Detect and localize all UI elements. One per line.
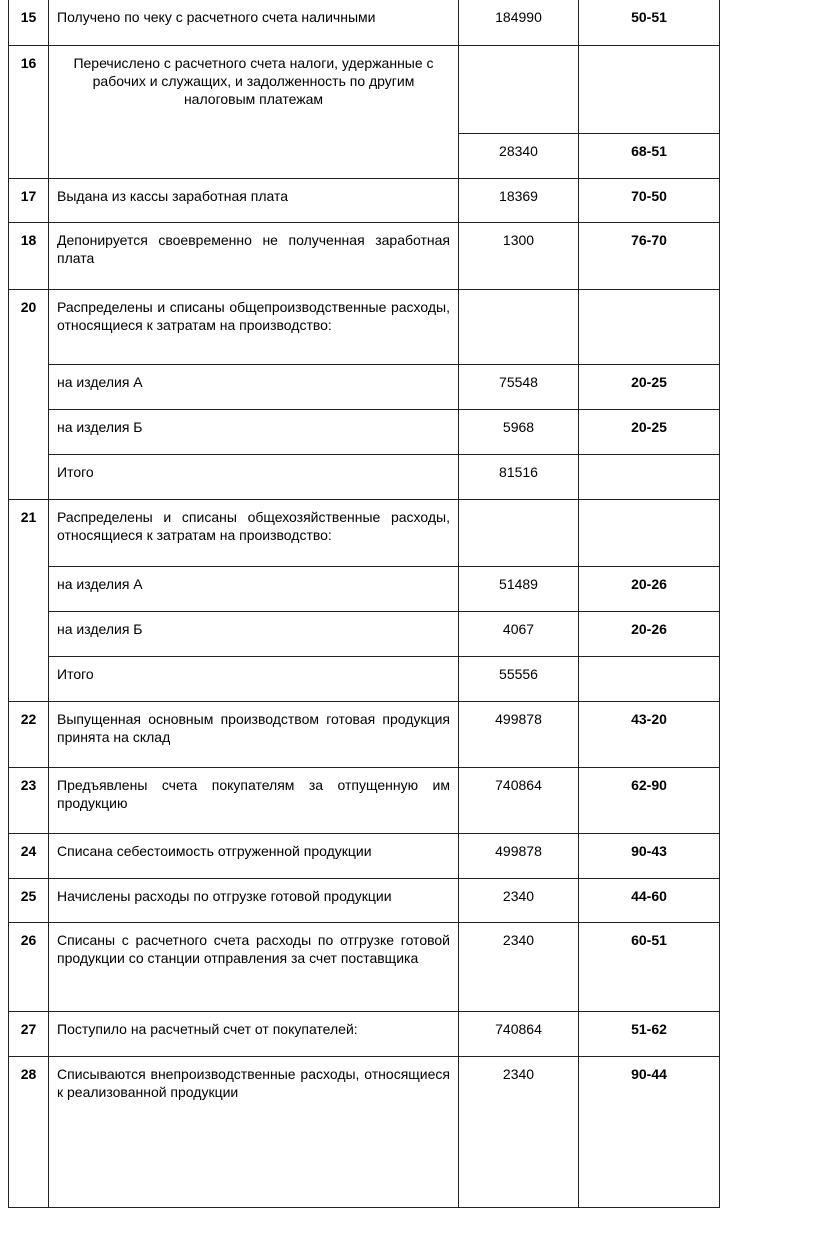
entry-description: Итого xyxy=(49,455,459,500)
entry-amount: 2340 xyxy=(459,879,579,923)
entry-description: Предъявлены счета покупателям за отпущенную им продукцию xyxy=(49,768,459,834)
entry-amount: 499878 xyxy=(459,702,579,768)
entry-account: 43-20 xyxy=(579,702,720,768)
entry-amount: 499878 xyxy=(459,834,579,879)
entry-amount: 81516 xyxy=(459,455,579,500)
entry-description: на изделия А xyxy=(49,365,459,410)
entry-description: Получено по чеку с расчетного счета наличными xyxy=(49,0,459,46)
entry-number: 15 xyxy=(9,0,49,46)
table-row xyxy=(9,657,720,702)
entry-account: 20-25 xyxy=(579,410,720,455)
entry-amount xyxy=(459,500,579,567)
entry-number: 21 xyxy=(9,500,49,702)
entry-amount: 740864 xyxy=(459,768,579,834)
entry-description: Списана себестоимость отгруженной продукции xyxy=(49,834,459,879)
table-row xyxy=(9,879,720,923)
table-row xyxy=(9,223,720,290)
table-row xyxy=(9,702,720,768)
entry-number: 17 xyxy=(9,179,49,223)
transactions-table-body xyxy=(9,0,720,1208)
entry-amount: 1300 xyxy=(459,223,579,290)
entry-description: Списываются внепроизводственные расходы, относящиеся к реализованной продукции xyxy=(49,1057,459,1208)
entry-number: 28 xyxy=(9,1057,49,1208)
entry-amount: 28340 xyxy=(459,134,579,179)
table-row xyxy=(9,46,720,134)
entry-number: 23 xyxy=(9,768,49,834)
entry-account: 51-62 xyxy=(579,1012,720,1057)
entry-amount: 18369 xyxy=(459,179,579,223)
entry-account: 90-44 xyxy=(579,1057,720,1208)
entry-amount: 184990 xyxy=(459,0,579,46)
entry-amount: 740864 xyxy=(459,1012,579,1057)
table-row xyxy=(9,768,720,834)
entry-amount xyxy=(459,290,579,365)
entry-account xyxy=(579,500,720,567)
entry-account xyxy=(579,657,720,702)
entry-amount: 5968 xyxy=(459,410,579,455)
entry-amount xyxy=(459,46,579,134)
entry-account: 90-43 xyxy=(579,834,720,879)
entry-account: 62-90 xyxy=(579,768,720,834)
table-row xyxy=(9,179,720,223)
entry-description: Выдана из кассы заработная плата xyxy=(49,179,459,223)
entry-description: Списаны с расчетного счета расходы по отгрузке готовой продукции со станции отправления за счет поставщика xyxy=(49,923,459,1012)
entry-description: Депонируется своевременно не полученная заработная плата xyxy=(49,223,459,290)
table-row xyxy=(9,410,720,455)
entry-amount: 2340 xyxy=(459,923,579,1012)
entry-number: 25 xyxy=(9,879,49,923)
entry-amount: 51489 xyxy=(459,567,579,612)
entry-account xyxy=(579,290,720,365)
table-row xyxy=(9,567,720,612)
transactions-table xyxy=(8,0,720,1208)
entry-number: 20 xyxy=(9,290,49,500)
entry-description: Выпущенная основным производством готовая продукция принята на склад xyxy=(49,702,459,768)
entry-description: на изделия А xyxy=(49,567,459,612)
entry-account: 60-51 xyxy=(579,923,720,1012)
entry-number: 27 xyxy=(9,1012,49,1057)
entry-description: на изделия Б xyxy=(49,410,459,455)
entry-amount: 55556 xyxy=(459,657,579,702)
entry-account: 68-51 xyxy=(579,134,720,179)
entry-account: 20-25 xyxy=(579,365,720,410)
table-row xyxy=(9,455,720,500)
entry-number: 22 xyxy=(9,702,49,768)
entry-account: 70-50 xyxy=(579,179,720,223)
table-row xyxy=(9,1012,720,1057)
table-row xyxy=(9,612,720,657)
entry-amount: 2340 xyxy=(459,1057,579,1208)
entry-number: 26 xyxy=(9,923,49,1012)
entry-description: Распределены и списаны общехозяйственные расходы, относящиеся к затратам на производство: xyxy=(49,500,459,567)
entry-account: 50-51 xyxy=(579,0,720,46)
table-row xyxy=(9,923,720,1012)
entry-account xyxy=(579,46,720,134)
entry-number: 16 xyxy=(9,46,49,179)
entry-account: 20-26 xyxy=(579,567,720,612)
entry-description: Перечислено с расчетного счета налоги, удержанные с рабочих и служащих, и задолженность по другим налоговым платежам xyxy=(49,46,459,179)
table-row xyxy=(9,290,720,365)
entry-number: 18 xyxy=(9,223,49,290)
entry-description: Начислены расходы по отгрузке готовой продукции xyxy=(49,879,459,923)
entry-account: 20-26 xyxy=(579,612,720,657)
table-row xyxy=(9,500,720,567)
entry-amount: 4067 xyxy=(459,612,579,657)
entry-description: Распределены и списаны общепроизводственные расходы, относящиеся к затратам на производство: xyxy=(49,290,459,365)
entry-description: Итого xyxy=(49,657,459,702)
entry-account: 76-70 xyxy=(579,223,720,290)
entry-account: 44-60 xyxy=(579,879,720,923)
entry-account xyxy=(579,455,720,500)
entry-description: на изделия Б xyxy=(49,612,459,657)
table-row xyxy=(9,1057,720,1208)
entry-amount: 75548 xyxy=(459,365,579,410)
table-row xyxy=(9,0,720,46)
table-row xyxy=(9,834,720,879)
entry-number: 24 xyxy=(9,834,49,879)
entry-description: Поступило на расчетный счет от покупателей: xyxy=(49,1012,459,1057)
table-row xyxy=(9,365,720,410)
